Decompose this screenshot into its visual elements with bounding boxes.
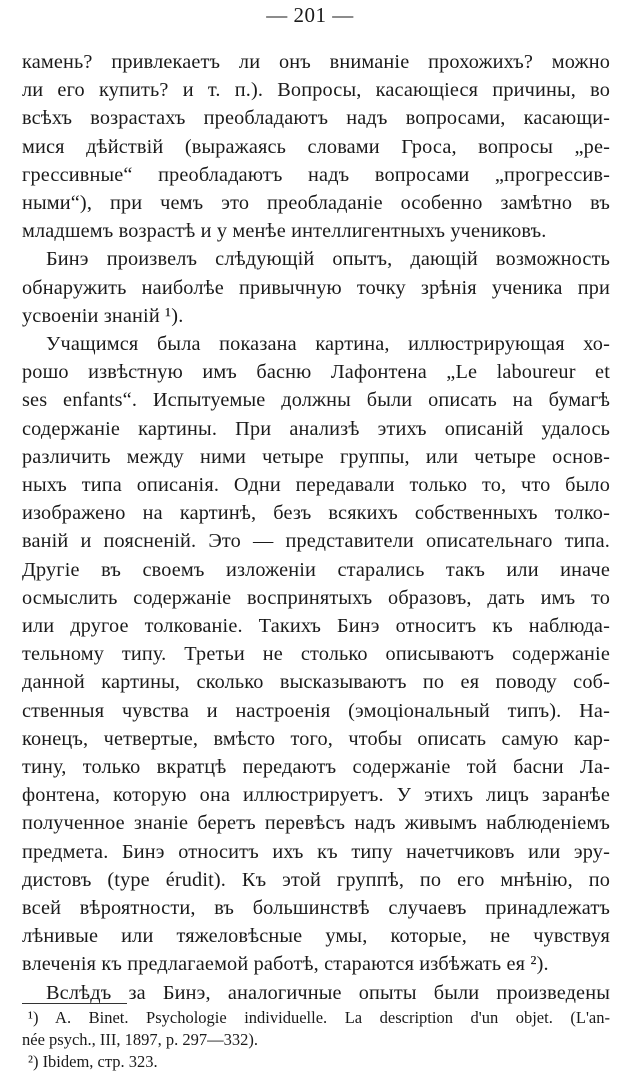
text-line: всей вѣроятности, въ большинствѣ случаевъ принадлежатъ bbox=[22, 897, 610, 919]
text-line: усвоеніи знаній ¹). bbox=[22, 305, 184, 327]
text-line: ваній и поясненій. Это — представители описательнаго типа. bbox=[22, 530, 610, 552]
page-number: — 201 — bbox=[266, 3, 354, 27]
footnote-line: ¹) A. Binet. Psychologie individuelle. La description d'un objet. (L'an- bbox=[28, 1008, 610, 1027]
text-line: мися дѣйствій (выражаясь словами Гроса, вопросы „ре- bbox=[22, 136, 610, 158]
text-line: тину, только вкратцѣ передаютъ содержаніе той басни Ла- bbox=[22, 756, 610, 778]
text-line: ственныя чувства и настроенія (эмоціональный типъ). На- bbox=[22, 700, 610, 722]
footnote-line: née psych., III, 1897, p. 297—332). bbox=[22, 1030, 258, 1049]
text-line: лѣнивые или тяжеловѣсные умы, которые, не чувствуя bbox=[22, 925, 610, 947]
text-line: рошо извѣстную имъ басню Лафонтена „Le laboureur et bbox=[22, 361, 610, 383]
text-line: предмета. Бинэ относитъ ихъ къ типу начетчиковъ или эру- bbox=[22, 841, 610, 863]
text-line: дистовъ (type érudit). Къ этой группѣ, по его мнѣнію, по bbox=[22, 869, 610, 891]
text-line: ли его купить? и т. п.). Вопросы, касающіеся причины, во bbox=[22, 79, 610, 101]
text-line: конецъ, четвертые, вмѣсто того, чтобы описать самую кар- bbox=[22, 728, 610, 750]
text-line: различить между ними четыре группы, или четыре основ- bbox=[22, 446, 610, 468]
text-line: тельному типу. Третьи не столько описываютъ содержаніе bbox=[22, 643, 610, 665]
text-line: камень? привлекаетъ ли онъ вниманіе прохожихъ? можно bbox=[22, 51, 610, 73]
footnote-line: ²) Ibidem, стр. 323. bbox=[28, 1052, 158, 1071]
text-line: фонтена, которую она иллюстрируетъ. У этихъ лицъ заранѣе bbox=[22, 784, 610, 806]
text-line: полученное знаніе беретъ перевѣсъ надъ живымъ наблюденіемъ bbox=[22, 812, 610, 834]
text-line: изображено на картинѣ, безъ всякихъ собственныхъ толко- bbox=[22, 502, 610, 524]
text-line: ными“), при чемъ это преобладаніе особенно замѣтно въ bbox=[22, 192, 610, 214]
text-line: младшемъ возрастѣ и у менѣе интеллигентныхъ учениковъ. bbox=[22, 220, 547, 242]
text-line: или другое толкованіе. Такихъ Бинэ относитъ къ наблюда- bbox=[22, 615, 610, 637]
text-line: Учащимся была показана картина, иллюстрирующая хо- bbox=[46, 333, 610, 355]
text-line: влеченія къ предлагаемой работѣ, стараются избѣжать ея ²). bbox=[22, 953, 549, 975]
text-line: Бинэ произвелъ слѣдующій опытъ, дающій возможность bbox=[46, 248, 610, 270]
text-line: ses enfants“. Испытуемые должны были описать на бумагѣ bbox=[22, 389, 610, 411]
text-line: содержаніе картины. При анализѣ этихъ описаній удалось bbox=[22, 418, 610, 440]
text-line: осмыслить содержаніе воспринятыхъ образовъ, дать имъ то bbox=[22, 587, 610, 609]
text-line: грессивные“ преобладаютъ надъ вопросами „прогрессив- bbox=[22, 164, 610, 186]
text-line: Другіе въ своемъ изложеніи старались такъ или иначе bbox=[22, 559, 610, 581]
footnote-separator bbox=[22, 1003, 127, 1004]
text-line: обнаружить наиболѣе привычную точку зрѣнія ученика при bbox=[22, 277, 610, 299]
text-line: данной картины, сколько высказываютъ по ея поводу соб- bbox=[22, 671, 610, 693]
text-line: всѣхъ возрастахъ преобладаютъ надъ вопросами, касающи- bbox=[22, 107, 610, 129]
text-line: ныхъ типа описанія. Одни передавали только то, что было bbox=[22, 474, 610, 496]
text-line: Вслѣдъ за Бинэ, аналогичные опыты были произведены bbox=[46, 982, 610, 1004]
